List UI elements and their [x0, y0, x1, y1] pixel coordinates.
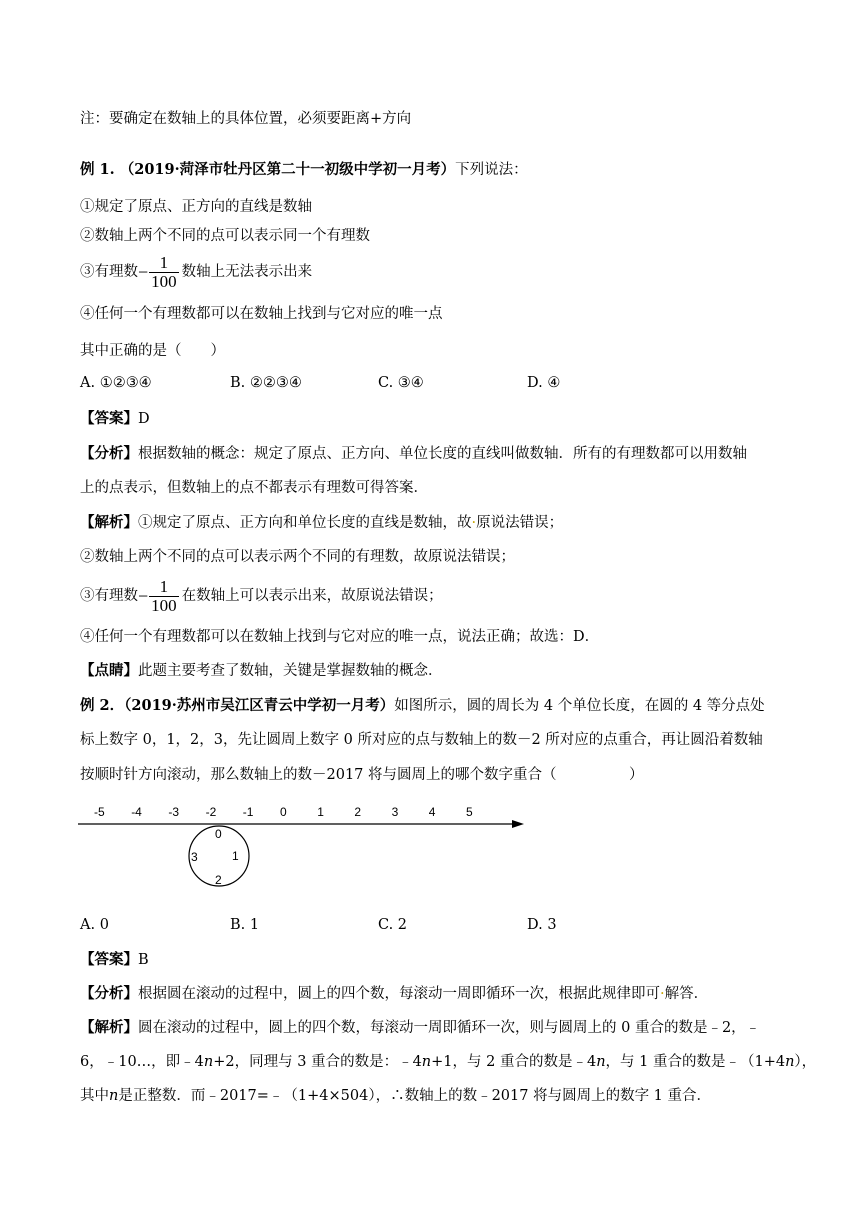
- fraction: [149, 254, 179, 291]
- circle-label-2: 2: [215, 873, 222, 887]
- solution2-part-e: ），: [794, 1054, 817, 1070]
- analysis-text: 根据圆在滚动的过程中，圆上的四个数，每滚动一周即循环一次，根据此规律即可: [138, 986, 660, 1002]
- example1-comment: [80, 661, 443, 681]
- tick-label: -1: [242, 805, 254, 819]
- solution2-part-c: +1，与 2 重合的数是﹣4: [431, 1054, 597, 1070]
- comment-label: 【点睛】: [80, 662, 138, 679]
- statement-2: ②数轴上两个不同的点可以表示同一个有理数: [80, 228, 370, 244]
- example1-options: [80, 373, 780, 393]
- comment-text: 此题主要考查了数轴，关键是掌握数轴的概念．: [138, 663, 443, 679]
- option-d: D. 3: [527, 917, 557, 933]
- circle-label-0: 0: [215, 827, 222, 841]
- note-text: 注：要确定在数轴上的具体位置，必须要距离+方向: [80, 111, 412, 127]
- tick-label: -3: [168, 805, 180, 819]
- tick-label: 1: [317, 805, 324, 819]
- solution-text: 圆在滚动的过程中，圆上的四个数，每滚动一周即循环一次，则与圆周上的 0 重合的数是﹣2，﹣: [138, 1020, 761, 1036]
- example1-answer: [80, 409, 150, 429]
- example1-heading: [80, 160, 528, 180]
- answer-value: D: [138, 411, 150, 427]
- answer-label: 【答案】: [80, 951, 138, 968]
- tick-label: -4: [131, 805, 142, 819]
- example1-solution-line2: ②数轴上两个不同的点可以表示两个不同的有理数，故原说法错误；: [80, 549, 515, 565]
- tick-label: 5: [466, 805, 473, 819]
- fraction-denominator: 100: [151, 595, 177, 615]
- example1-prompt: 下列说法：: [455, 162, 528, 178]
- tick-label: 4: [428, 805, 436, 819]
- answer-label: 【答案】: [80, 410, 138, 427]
- example2-answer: [80, 950, 149, 970]
- solution2-part-a: 6，﹣10…，即﹣4: [80, 1054, 204, 1070]
- solution-text: ①规定了原点、正方向和单位长度的直线是数轴，故: [138, 515, 472, 531]
- fraction-numerator: 1: [149, 578, 179, 597]
- tick-label: -5: [94, 805, 105, 819]
- analysis-label: 【分析】: [80, 985, 138, 1002]
- variable-n: n: [421, 1054, 432, 1070]
- statement-4: ④任何一个有理数都可以在数轴上找到与它对应的唯一点: [80, 306, 443, 322]
- example1-analysis-line1: [80, 444, 747, 464]
- circle-label-1: 1: [232, 849, 239, 863]
- solution2-part-d: ，与 1 重合的数是﹣（1+4: [605, 1054, 786, 1070]
- solution3-post: 在数轴上可以表示出来，故原说法错误；: [181, 588, 443, 604]
- analysis-text: 根据数轴的概念：规定了原点、正方向、单位长度的直线叫做数轴．所有的有理数都可以用数轴: [138, 446, 747, 462]
- example2-heading: [80, 696, 765, 716]
- option-b: B. 1: [230, 917, 260, 933]
- circle-label-3: 3: [191, 850, 198, 864]
- option-a: A. ①②③④: [80, 375, 152, 391]
- option-a: A. 0: [80, 917, 109, 933]
- solution3-part-b: 是正整数．而﹣2017=﹣（1+4×504），∴数轴上的数﹣2017 将与圆周上的数字 1 重合．: [118, 1088, 712, 1104]
- minus-sign: −: [138, 262, 149, 282]
- decor-dot: ·: [471, 515, 477, 531]
- statement-1: ①规定了原点、正方向的直线是数轴: [80, 199, 312, 215]
- fraction-numerator: 1: [149, 254, 179, 273]
- solution2-part-b: +2，同理与 3 重合的数是：﹣4: [213, 1054, 422, 1070]
- variable-n: n: [596, 1054, 606, 1070]
- example2-source: 例 2．（2019·苏州市吴江区青云中学初一月考）: [80, 697, 395, 714]
- tick-label: 3: [391, 805, 399, 819]
- variable-n: n: [203, 1054, 214, 1070]
- solution3-pre: ③有理数: [80, 588, 138, 604]
- tick-label: -2: [205, 805, 217, 819]
- minus-sign: −: [138, 586, 149, 606]
- example2-solution-line3: [80, 1086, 711, 1106]
- example2-prompt: 如图所示，圆的周长为 4 个单位长度，在圆的 4 等分点处: [394, 698, 765, 714]
- option-c: C. 2: [378, 917, 408, 933]
- tick-label: 2: [354, 805, 362, 819]
- solution-label: 【解析】: [80, 514, 138, 531]
- fraction-denominator: 100: [151, 271, 177, 291]
- answer-value: B: [138, 952, 149, 968]
- solution3-part-a: 其中: [80, 1088, 109, 1104]
- variable-n: n: [785, 1054, 795, 1070]
- decor-dot: ·: [660, 986, 665, 1002]
- statement-3-post: 数轴上无法表示出来: [181, 264, 313, 280]
- example2-analysis: [80, 984, 708, 1004]
- statement-3-pre: ③有理数: [80, 264, 138, 280]
- number-line-figure: [78, 800, 538, 895]
- example2-options: [80, 915, 780, 935]
- example1-source: 例 1. （2019·菏泽市牡丹区第二十一初级中学初一月考）: [80, 161, 456, 178]
- example2-line3: 按顺时针方向滚动，那么数轴上的数－2017 将与圆周上的哪个数字重合（ ）: [80, 767, 644, 783]
- example2-line2: 标上数字 0，1，2，3，先让圆周上数字 0 所对应的点与数轴上的数－2 所对应的点重合，再让圆沿着数轴: [80, 732, 763, 748]
- tick-label: 0: [280, 805, 287, 819]
- statement-3: [80, 253, 312, 291]
- solution-label: 【解析】: [80, 1019, 138, 1036]
- analysis-label: 【分析】: [80, 445, 138, 462]
- example1-analysis-line2: 上的点表示，但数轴上的点不都表示有理数可得答案．: [80, 480, 428, 496]
- example2-solution-line1: [80, 1018, 760, 1038]
- example1-solution-line4: ④任何一个有理数都可以在数轴上找到与它对应的唯一点，说法正确；故选：D．: [80, 629, 600, 645]
- option-b: B. ②②③④: [230, 375, 302, 391]
- fraction: [149, 578, 179, 615]
- analysis-text-tail: 解答．: [664, 986, 709, 1002]
- axis-arrow-icon: [512, 820, 524, 828]
- option-d: D. ④: [527, 375, 561, 391]
- example1-solution-line3: [80, 577, 443, 615]
- solution-text-tail: 原说法错误；: [476, 515, 564, 531]
- example1-solution-line1: [80, 513, 563, 533]
- option-c: C. ③④: [378, 375, 424, 391]
- example2-solution-line2: [80, 1052, 816, 1072]
- question-text: 其中正确的是（ ）: [80, 343, 225, 359]
- variable-n: n: [109, 1088, 119, 1104]
- note-line: [80, 109, 411, 129]
